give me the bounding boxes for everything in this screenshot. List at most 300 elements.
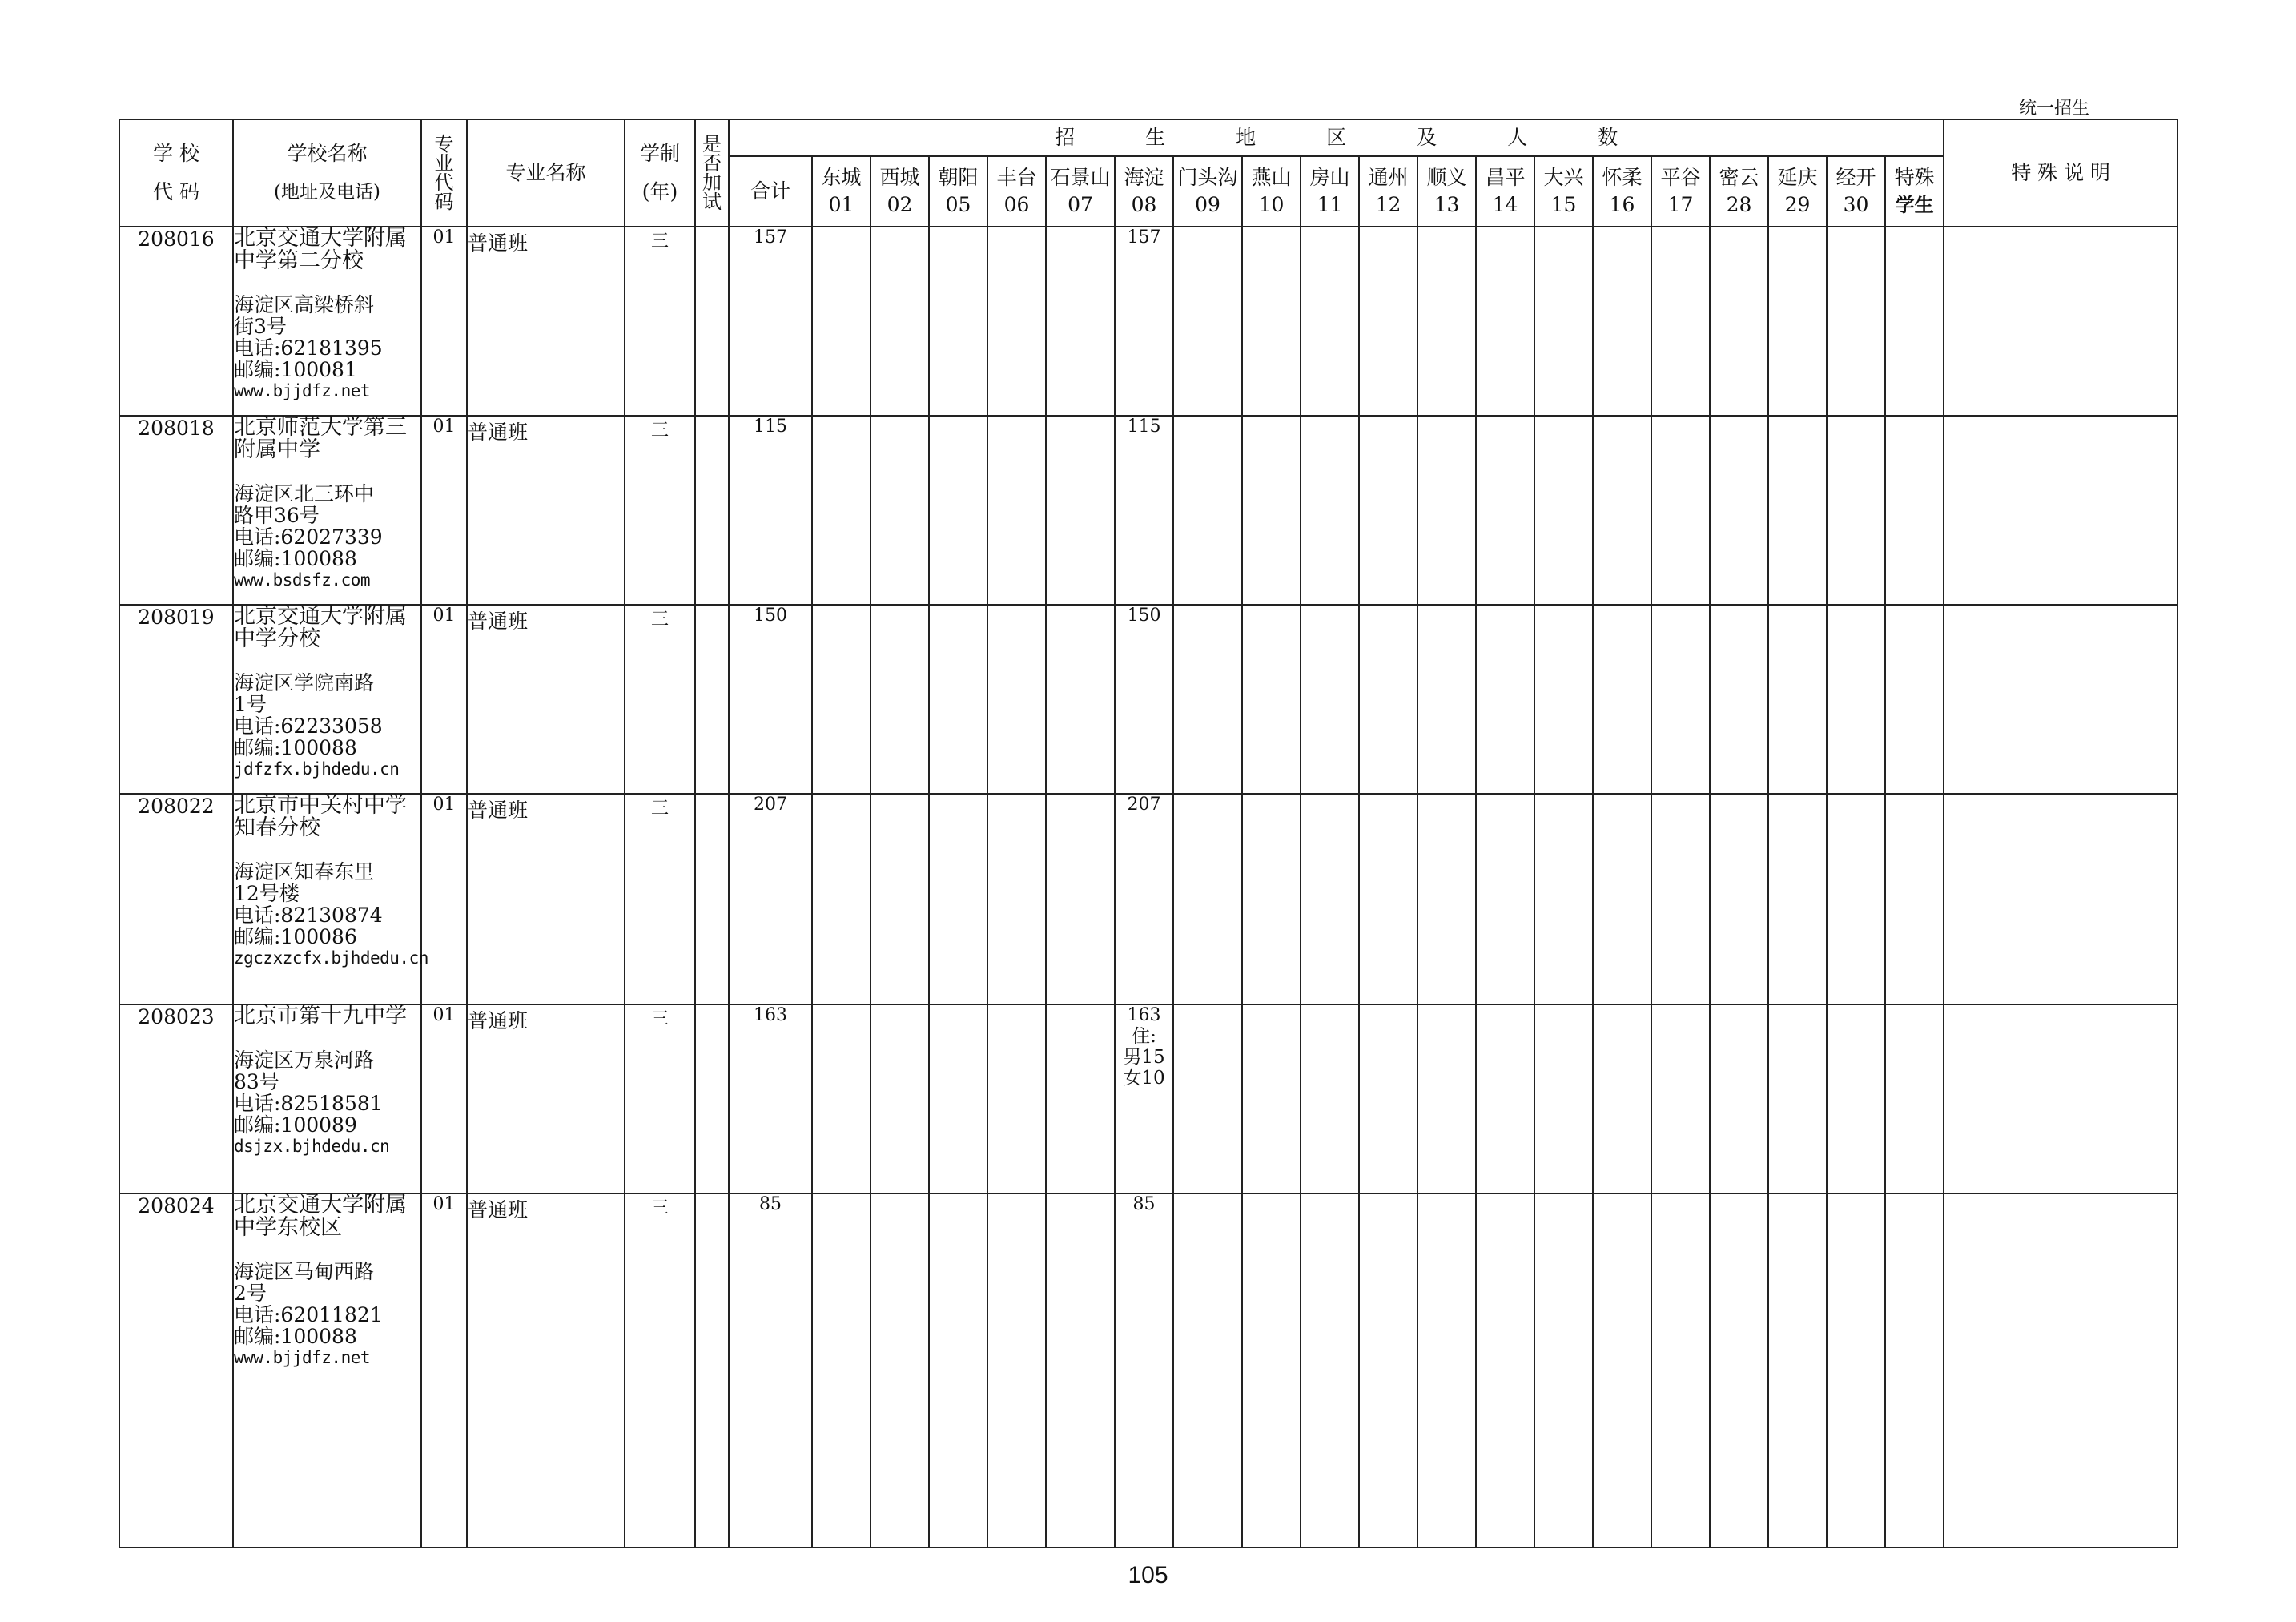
phone-line: 电话:82130874 xyxy=(234,904,383,927)
district-code: 02 xyxy=(887,193,913,216)
district-count-cell xyxy=(1115,416,1173,605)
duration-cell: 三 xyxy=(625,794,695,1004)
header-school-name xyxy=(233,119,421,227)
district-count-cell xyxy=(1115,794,1173,1004)
header-school-code xyxy=(119,119,233,227)
table-row xyxy=(119,416,2177,605)
district-name: 大兴 xyxy=(1543,166,1584,189)
haidian-note: 住: xyxy=(1132,1026,1156,1047)
school-name-cell xyxy=(233,1193,421,1548)
district-count-cell xyxy=(1417,1193,1476,1548)
district-count-cell xyxy=(1710,416,1768,605)
phone-line: 电话:62233058 xyxy=(234,714,383,738)
district-code: 08 xyxy=(1131,193,1157,216)
district-count-cell xyxy=(1301,1004,1359,1193)
district-count-cell xyxy=(929,416,987,605)
district-count-cell xyxy=(1768,416,1827,605)
extra-exam-cell xyxy=(695,794,729,1004)
haidian-note: 男15 xyxy=(1123,1047,1165,1068)
district-count-cell xyxy=(1827,227,1885,416)
district-count-cell xyxy=(1534,1193,1593,1548)
district-code: 12 xyxy=(1375,193,1401,216)
district-name: 门头沟 xyxy=(1177,166,1238,189)
school-address-block xyxy=(234,483,420,591)
header-district xyxy=(1534,156,1593,227)
header-major-name: 专业名称 xyxy=(467,119,625,227)
district-code: 07 xyxy=(1068,193,1093,216)
district-count-cell xyxy=(1242,227,1301,416)
address-line: 海淀区万泉河路 xyxy=(234,1048,375,1072)
major-code-cell: 01 xyxy=(421,1004,467,1193)
district-name: 延庆 xyxy=(1777,166,1818,189)
district-count-cell xyxy=(929,227,987,416)
header-district xyxy=(1476,156,1534,227)
table-row xyxy=(119,1004,2177,1193)
phone-line: 电话:62181395 xyxy=(234,336,383,360)
district-count-cell xyxy=(1173,1004,1242,1193)
district-count-cell xyxy=(1885,1193,1944,1548)
header-remarks: 特 殊 说 明 xyxy=(1944,119,2177,227)
district-name: 通州 xyxy=(1368,166,1409,189)
school-name-cell xyxy=(233,1004,421,1193)
school-name: 北京交通大学附属中学第二分校 xyxy=(234,226,407,273)
district-count-cell xyxy=(987,227,1046,416)
district-count-cell xyxy=(987,605,1046,794)
district-count-cell xyxy=(1046,794,1115,1004)
header-district xyxy=(871,156,929,227)
district-count-cell xyxy=(1710,1004,1768,1193)
table-row xyxy=(119,794,2177,1004)
district-code: 学生 xyxy=(1895,194,1934,216)
district-count-cell xyxy=(987,794,1046,1004)
district-code: 11 xyxy=(1317,193,1343,216)
header-district xyxy=(1301,156,1359,227)
district-count-cell xyxy=(929,794,987,1004)
district-count-cell xyxy=(1359,1193,1417,1548)
region-banner-char: 区 xyxy=(1326,126,1347,149)
district-name: 西城 xyxy=(879,166,920,189)
header-major-code-char: 业 xyxy=(434,152,454,175)
extra-exam-cell xyxy=(695,1004,729,1193)
haidian-count: 150 xyxy=(1127,606,1161,626)
district-count-cell xyxy=(1359,1004,1417,1193)
website-line: dsjzx.bjhdedu.cn xyxy=(234,1137,390,1156)
major-name-cell: 普通班 xyxy=(467,794,625,1004)
major-name-cell: 普通班 xyxy=(467,1193,625,1548)
school-name-cell xyxy=(233,605,421,794)
district-name: 昌平 xyxy=(1485,166,1526,189)
duration-cell: 三 xyxy=(625,416,695,605)
major-code-cell: 01 xyxy=(421,416,467,605)
district-count-cell xyxy=(1417,605,1476,794)
district-count-cell xyxy=(1593,794,1651,1004)
remarks-cell xyxy=(1944,605,2177,794)
district-count-cell xyxy=(1301,605,1359,794)
district-name: 顺义 xyxy=(1426,166,1467,189)
district-code: 01 xyxy=(828,193,854,216)
district-count-cell xyxy=(1301,227,1359,416)
school-address-block xyxy=(234,1049,420,1157)
remarks-cell xyxy=(1944,227,2177,416)
header-district xyxy=(1593,156,1651,227)
address-line: 海淀区高梁桥斜 xyxy=(234,293,375,316)
district-count-cell xyxy=(812,416,871,605)
header-major-code-char: 码 xyxy=(434,191,454,213)
top-label: 统一招生 xyxy=(2018,99,2089,119)
district-count-cell xyxy=(1768,1004,1827,1193)
school-address-block xyxy=(234,860,428,969)
district-name: 燕山 xyxy=(1251,166,1292,189)
district-count-cell xyxy=(1651,794,1710,1004)
region-banner-char: 生 xyxy=(1145,126,1166,149)
table-body xyxy=(119,227,2177,1548)
district-code: 14 xyxy=(1492,193,1518,216)
school-name-cell xyxy=(233,793,428,1004)
school-code-cell: 208024 xyxy=(119,1193,233,1548)
postcode-line: 邮编:100086 xyxy=(234,925,357,948)
major-code-cell: 01 xyxy=(421,1193,467,1548)
district-code: 09 xyxy=(1195,193,1220,216)
table-header xyxy=(119,119,2177,227)
district-code: 06 xyxy=(1003,193,1030,216)
district-count-cell xyxy=(1885,605,1944,794)
district-count-cell xyxy=(1359,227,1417,416)
haidian-count: 163 xyxy=(1127,1005,1161,1025)
district-count-cell xyxy=(1115,1004,1173,1193)
postcode-line: 邮编:100089 xyxy=(234,1113,357,1137)
haidian-count: 85 xyxy=(1132,1194,1156,1214)
header-duration-line2: (年) xyxy=(641,180,678,203)
school-name: 北京师范大学第三附属中学 xyxy=(234,415,407,462)
header-school-name-line1: 学校名称 xyxy=(287,142,368,165)
district-count-cell xyxy=(1115,1193,1173,1548)
district-count-cell xyxy=(1885,416,1944,605)
district-count-cell xyxy=(1173,1193,1242,1548)
district-count-cell xyxy=(871,227,929,416)
header-district xyxy=(1115,156,1173,227)
postcode-line: 邮编:100088 xyxy=(234,547,357,570)
district-count-cell xyxy=(1534,605,1593,794)
district-count-cell xyxy=(871,1193,929,1548)
district-count-cell xyxy=(1593,1193,1651,1548)
district-count-cell xyxy=(1710,605,1768,794)
extra-exam-cell xyxy=(695,605,729,794)
district-code: 16 xyxy=(1609,193,1635,216)
duration-cell: 三 xyxy=(625,605,695,794)
school-code-cell: 208016 xyxy=(119,227,233,416)
district-code: 10 xyxy=(1258,193,1285,216)
district-count-cell xyxy=(1301,416,1359,605)
district-name: 朝阳 xyxy=(938,166,979,189)
haidian-count: 157 xyxy=(1127,227,1161,248)
header-school-name-line2: (地址及电话) xyxy=(274,182,380,203)
district-code: 05 xyxy=(945,193,971,216)
website-line: www.bjjdfz.net xyxy=(234,381,371,400)
region-banner-char: 地 xyxy=(1236,126,1257,149)
district-count-cell xyxy=(1417,227,1476,416)
district-count-cell xyxy=(812,794,871,1004)
district-count-cell xyxy=(1534,416,1593,605)
district-code: 13 xyxy=(1433,193,1460,216)
remarks-cell xyxy=(1944,794,2177,1004)
district-count-cell xyxy=(1359,416,1417,605)
school-code-cell: 208019 xyxy=(119,605,233,794)
region-banner-char: 人 xyxy=(1507,126,1528,149)
major-name-cell: 普通班 xyxy=(467,227,625,416)
district-count-cell xyxy=(871,416,929,605)
district-count-cell xyxy=(1046,605,1115,794)
school-name-cell xyxy=(233,227,421,416)
duration-cell: 三 xyxy=(625,227,695,416)
header-district xyxy=(1359,156,1417,227)
major-name-cell: 普通班 xyxy=(467,605,625,794)
district-count-cell xyxy=(1115,227,1173,416)
address-line: 1号 xyxy=(234,693,267,716)
district-count-cell xyxy=(1885,1004,1944,1193)
phone-line: 电话:62027339 xyxy=(234,525,383,549)
header-district xyxy=(1768,156,1827,227)
district-count-cell xyxy=(1768,227,1827,416)
district-count-cell xyxy=(871,794,929,1004)
district-count-cell xyxy=(1046,1193,1115,1548)
district-count-cell xyxy=(1768,794,1827,1004)
address-line: 海淀区马甸西路 xyxy=(234,1260,375,1283)
region-banner-char: 数 xyxy=(1598,126,1618,149)
header-extra-exam xyxy=(695,119,729,227)
header-extra-exam-char: 加 xyxy=(702,171,722,194)
table-row xyxy=(119,227,2177,416)
header-district xyxy=(1710,156,1768,227)
district-count-cell xyxy=(1593,605,1651,794)
district-count-cell xyxy=(1710,794,1768,1004)
district-name: 房山 xyxy=(1309,166,1350,189)
major-code-cell: 01 xyxy=(421,605,467,794)
district-count-cell xyxy=(1359,605,1417,794)
district-count-cell xyxy=(1651,416,1710,605)
district-name: 海淀 xyxy=(1124,166,1164,189)
district-count-cell xyxy=(1768,1193,1827,1548)
postcode-line: 邮编:100088 xyxy=(234,736,357,759)
district-code: 29 xyxy=(1784,193,1811,216)
header-district xyxy=(1242,156,1301,227)
phone-line: 电话:82518581 xyxy=(234,1092,383,1115)
region-banner-char: 及 xyxy=(1417,126,1438,149)
district-code: 17 xyxy=(1667,193,1694,216)
district-name: 怀柔 xyxy=(1602,166,1643,189)
district-count-cell xyxy=(987,1004,1046,1193)
district-count-cell xyxy=(1476,794,1534,1004)
district-count-cell xyxy=(929,1193,987,1548)
district-count-cell xyxy=(1827,794,1885,1004)
district-count-cell xyxy=(1885,227,1944,416)
district-count-cell xyxy=(1046,227,1115,416)
district-count-cell xyxy=(1827,1193,1885,1548)
school-address-block xyxy=(234,672,420,780)
region-banner-char: 招 xyxy=(1055,126,1076,149)
header-total: 合计 xyxy=(729,156,812,227)
header-extra-exam-char: 否 xyxy=(702,152,722,175)
header-duration-line1: 学制 xyxy=(639,142,680,165)
district-name: 东城 xyxy=(821,166,862,189)
phone-line: 电话:62011821 xyxy=(234,1303,383,1326)
header-school-code-line1: 学 校 xyxy=(153,142,199,165)
total-cell: 85 xyxy=(729,1193,812,1548)
district-count-cell xyxy=(1593,416,1651,605)
header-region-banner xyxy=(729,119,1944,156)
district-code: 28 xyxy=(1726,193,1752,216)
school-name: 北京交通大学附属中学分校 xyxy=(234,604,407,651)
district-count-cell xyxy=(812,227,871,416)
remarks-cell xyxy=(1944,1193,2177,1548)
district-count-cell xyxy=(987,1193,1046,1548)
haidian-count: 115 xyxy=(1127,417,1161,437)
postcode-line: 邮编:100081 xyxy=(234,358,357,381)
address-line: 海淀区北三环中 xyxy=(234,482,375,505)
district-count-cell xyxy=(1242,605,1301,794)
header-extra-exam-char: 试 xyxy=(702,191,722,213)
district-count-cell xyxy=(929,605,987,794)
district-count-cell xyxy=(1710,1193,1768,1548)
district-count-cell xyxy=(1651,1193,1710,1548)
duration-cell: 三 xyxy=(625,1193,695,1548)
table-row xyxy=(119,1193,2177,1548)
district-count-cell xyxy=(1046,416,1115,605)
major-code-cell: 01 xyxy=(421,794,467,1004)
district-count-cell xyxy=(1417,794,1476,1004)
district-count-cell xyxy=(1115,605,1173,794)
postcode-line: 邮编:100088 xyxy=(234,1325,357,1348)
district-count-cell xyxy=(1534,794,1593,1004)
district-count-cell xyxy=(1242,1004,1301,1193)
total-cell: 150 xyxy=(729,605,812,794)
address-line: 海淀区知春东里 xyxy=(234,860,375,883)
district-count-cell xyxy=(1476,416,1534,605)
header-major-code xyxy=(421,119,467,227)
district-count-cell xyxy=(812,1193,871,1548)
header-extra-exam-char: 是 xyxy=(702,133,722,155)
header-district xyxy=(929,156,987,227)
school-code-cell: 208018 xyxy=(119,416,233,605)
header-school-code-line2: 代 码 xyxy=(153,180,199,203)
district-count-cell xyxy=(871,1004,929,1193)
website-line: zgczxzcfx.bjhdedu.cn xyxy=(234,948,428,968)
header-district xyxy=(1885,156,1944,227)
page-number: 105 xyxy=(1128,1562,1168,1588)
district-count-cell xyxy=(1534,227,1593,416)
address-line: 83号 xyxy=(234,1070,279,1093)
school-code-cell: 208023 xyxy=(119,1004,233,1193)
address-line: 路甲36号 xyxy=(234,504,320,527)
district-count-cell xyxy=(1046,1004,1115,1193)
district-count-cell xyxy=(1173,227,1242,416)
haidian-count: 207 xyxy=(1127,795,1161,815)
address-line: 2号 xyxy=(234,1282,267,1305)
school-name-cell xyxy=(233,416,421,605)
district-count-cell xyxy=(1173,416,1242,605)
address-line: 街3号 xyxy=(234,315,287,338)
district-count-cell xyxy=(1710,227,1768,416)
district-code: 30 xyxy=(1843,193,1869,216)
header-district xyxy=(1827,156,1885,227)
district-count-cell xyxy=(1417,416,1476,605)
header-district xyxy=(1417,156,1476,227)
district-count-cell xyxy=(929,1004,987,1193)
district-count-cell xyxy=(1301,794,1359,1004)
district-code: 15 xyxy=(1550,193,1577,216)
school-address-block xyxy=(234,1261,420,1369)
haidian-note: 女10 xyxy=(1123,1068,1165,1089)
header-district xyxy=(1046,156,1115,227)
district-count-cell xyxy=(1173,605,1242,794)
total-cell: 163 xyxy=(729,1004,812,1193)
district-name: 特殊 xyxy=(1894,166,1935,189)
district-name: 石景山 xyxy=(1050,166,1111,189)
district-count-cell xyxy=(812,605,871,794)
website-line: www.bsdsfz.com xyxy=(234,570,371,590)
header-duration xyxy=(625,119,695,227)
remarks-cell xyxy=(1944,416,2177,605)
district-count-cell xyxy=(1885,794,1944,1004)
district-count-cell xyxy=(1827,605,1885,794)
enrollment-table xyxy=(119,119,2178,1548)
district-count-cell xyxy=(1476,227,1534,416)
district-name: 经开 xyxy=(1836,166,1876,189)
district-count-cell xyxy=(1417,1004,1476,1193)
total-cell: 115 xyxy=(729,416,812,605)
extra-exam-cell xyxy=(695,227,729,416)
school-name: 北京市中关村中学知春分校 xyxy=(234,793,407,840)
district-count-cell xyxy=(1651,227,1710,416)
district-count-cell xyxy=(1827,1004,1885,1193)
major-code-cell: 01 xyxy=(421,227,467,416)
district-count-cell xyxy=(1476,1193,1534,1548)
district-count-cell xyxy=(987,416,1046,605)
district-name: 丰台 xyxy=(996,166,1037,189)
header-district xyxy=(1173,156,1242,227)
header-major-code-char: 代 xyxy=(434,171,454,194)
major-name-cell: 普通班 xyxy=(467,1004,625,1193)
district-count-cell xyxy=(812,1004,871,1193)
major-name-cell: 普通班 xyxy=(467,416,625,605)
header-major-code-char: 专 xyxy=(434,133,454,155)
district-count-cell xyxy=(1593,227,1651,416)
district-count-cell xyxy=(1768,605,1827,794)
district-count-cell xyxy=(871,605,929,794)
district-count-cell xyxy=(1476,605,1534,794)
extra-exam-cell xyxy=(695,1193,729,1548)
district-count-cell xyxy=(1827,416,1885,605)
district-name: 平谷 xyxy=(1660,166,1701,189)
address-line: 海淀区学院南路 xyxy=(234,671,375,694)
district-count-cell xyxy=(1173,794,1242,1004)
address-line: 12号楼 xyxy=(234,882,300,905)
district-count-cell xyxy=(1242,794,1301,1004)
extra-exam-cell xyxy=(695,416,729,605)
school-address-block xyxy=(234,294,420,402)
table-row xyxy=(119,605,2177,794)
district-count-cell xyxy=(1301,1193,1359,1548)
total-cell: 157 xyxy=(729,227,812,416)
district-count-cell xyxy=(1476,1004,1534,1193)
school-code-cell: 208022 xyxy=(119,794,233,1004)
district-count-cell xyxy=(1242,1193,1301,1548)
district-count-cell xyxy=(1651,605,1710,794)
header-district xyxy=(812,156,871,227)
district-count-cell xyxy=(1534,1004,1593,1193)
remarks-cell xyxy=(1944,1004,2177,1193)
website-line: www.bjjdfz.net xyxy=(234,1348,371,1367)
district-count-cell xyxy=(1242,416,1301,605)
